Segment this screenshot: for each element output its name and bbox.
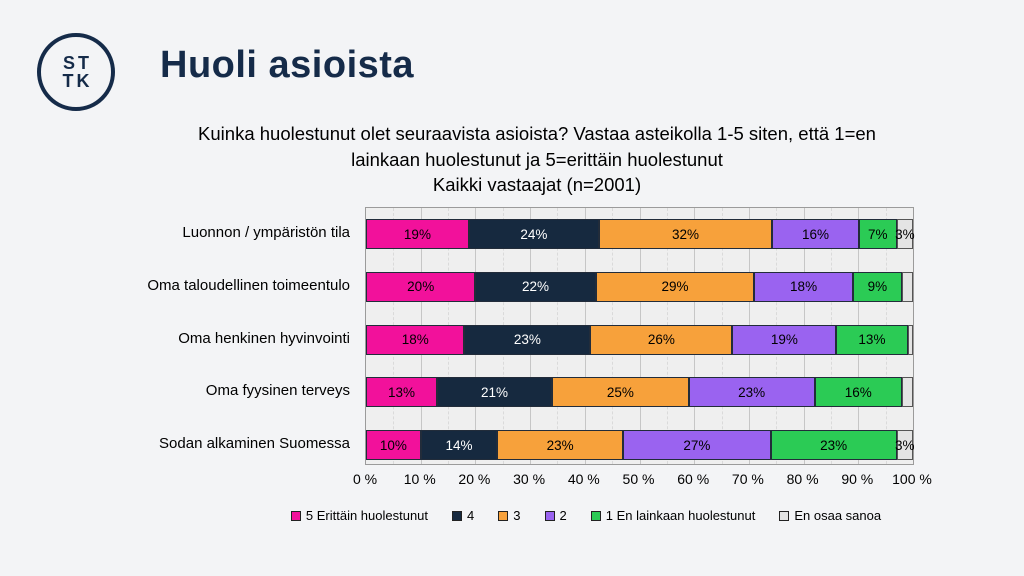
plot-area bbox=[365, 207, 914, 465]
x-axis-tick-label: 70 % bbox=[731, 471, 764, 487]
bar-segment bbox=[836, 325, 907, 355]
logo-text-line2: TK bbox=[62, 71, 93, 91]
legend-swatch bbox=[291, 511, 301, 521]
bar-segment-label: 21% bbox=[481, 384, 509, 400]
bar-segment-label: 24% bbox=[520, 226, 548, 242]
bar-row bbox=[366, 430, 913, 460]
legend-label: En osaa sanoa bbox=[794, 508, 882, 523]
bar-segment bbox=[815, 377, 903, 407]
legend-label: 4 bbox=[467, 508, 475, 523]
bar-segment-label: 23% bbox=[546, 437, 574, 453]
bar-segment-label: 23% bbox=[820, 437, 848, 453]
bar-row bbox=[366, 377, 913, 407]
bar-segment-label: 19% bbox=[403, 226, 431, 242]
bar-segment-label: 20% bbox=[407, 279, 435, 295]
bar-segment bbox=[366, 272, 475, 302]
bar-segment-label: 7% bbox=[867, 226, 888, 242]
chart-subtitle-line: lainkaan huolestunut ja 5=erittäin huolestunut bbox=[351, 148, 723, 170]
legend-swatch bbox=[545, 511, 555, 521]
legend-item bbox=[452, 508, 474, 523]
bar-segment-label: 18% bbox=[401, 332, 429, 348]
page-title: Huoli asioista bbox=[160, 44, 415, 86]
bar-segment-label: 13% bbox=[388, 384, 416, 400]
legend-item bbox=[545, 508, 567, 523]
bar-segment-label: 26% bbox=[647, 332, 675, 348]
bar-segment bbox=[596, 272, 755, 302]
legend-item bbox=[779, 508, 881, 523]
bar-row bbox=[366, 272, 913, 302]
bar-segment bbox=[754, 272, 852, 302]
legend-item bbox=[591, 508, 756, 523]
bar-segment-label: 14% bbox=[445, 437, 473, 453]
bar-segment bbox=[772, 219, 859, 249]
chart-subtitle-line: Kaikki vastaajat (n=2001) bbox=[432, 174, 642, 195]
bar-segment-label: 23% bbox=[513, 332, 541, 348]
x-axis-tick-label: 30 % bbox=[513, 471, 546, 487]
category-label: Luonnon / ympäristön tila bbox=[182, 224, 350, 241]
bar-segment-label: 23% bbox=[738, 384, 766, 400]
bar-segment-label: 3% bbox=[895, 437, 915, 453]
bar-segment-label: 9% bbox=[867, 279, 888, 295]
bar-segment-label: 13% bbox=[858, 332, 886, 348]
legend-label: 3 bbox=[513, 508, 521, 523]
x-axis-tick-label: 40 % bbox=[567, 471, 600, 487]
logo-text-line1: ST bbox=[62, 53, 92, 73]
legend-item bbox=[291, 508, 428, 523]
bar-segment bbox=[902, 272, 913, 302]
bar-segment bbox=[366, 325, 464, 355]
bar-row bbox=[366, 219, 913, 249]
bar-segment bbox=[497, 430, 623, 460]
legend-swatch bbox=[452, 511, 462, 521]
bar-segment bbox=[552, 377, 689, 407]
bar-segment bbox=[853, 272, 902, 302]
bar-segment-label: 3% bbox=[895, 226, 915, 242]
chart-subtitle-line: Kuinka huolestunut olet seuraavista asioista? Vastaa asteikolla 1-5 siten, että 1=en bbox=[198, 123, 876, 144]
bar-row bbox=[366, 325, 913, 355]
x-axis-tick-label: 90 % bbox=[841, 471, 874, 487]
legend-label: 1 En lainkaan huolestunut bbox=[605, 508, 756, 523]
x-axis-tick-label: 80 % bbox=[786, 471, 819, 487]
category-label: Oma taloudellinen toimeentulo bbox=[147, 276, 350, 294]
legend-swatch bbox=[779, 511, 789, 521]
legend-swatch bbox=[498, 511, 508, 521]
bar-segment bbox=[771, 430, 897, 460]
x-axis-tick-label: 60 % bbox=[677, 471, 710, 487]
category-label: Sodan alkaminen Suomessa bbox=[159, 435, 350, 453]
bar-segment-label: 16% bbox=[801, 226, 829, 242]
bar-segment-label: 29% bbox=[661, 279, 689, 295]
bar-segment-label: 25% bbox=[606, 384, 634, 400]
bar-segment bbox=[908, 325, 913, 355]
chart-subtitle bbox=[112, 121, 962, 198]
bar-segment bbox=[421, 430, 498, 460]
bar-segment bbox=[689, 377, 815, 407]
bar-segment bbox=[366, 377, 437, 407]
bar-segment bbox=[366, 430, 421, 460]
bar-segment bbox=[897, 219, 913, 249]
legend-item bbox=[498, 508, 520, 523]
legend-swatch bbox=[591, 511, 601, 521]
legend-label: 2 bbox=[559, 508, 567, 523]
bar-segment bbox=[732, 325, 836, 355]
bar-segment bbox=[469, 219, 599, 249]
sttk-logo bbox=[37, 33, 115, 111]
bar-segment bbox=[590, 325, 732, 355]
legend bbox=[236, 508, 936, 523]
legend-label: 5 Erittäin huolestunut bbox=[305, 508, 429, 523]
bar-segment-label: 10% bbox=[379, 437, 407, 453]
bar-segment bbox=[366, 219, 469, 249]
bar-segment bbox=[599, 219, 772, 249]
category-label: Oma fyysinen terveys bbox=[205, 382, 350, 400]
bar-segment bbox=[859, 219, 897, 249]
bar-segment-label: 18% bbox=[790, 279, 818, 295]
bar-segment bbox=[464, 325, 590, 355]
bar-segment bbox=[897, 430, 913, 460]
bar-segment bbox=[623, 430, 771, 460]
category-labels bbox=[0, 207, 358, 463]
category-label: Oma henkinen hyvinvointi bbox=[178, 329, 350, 347]
bar-segment-label: 27% bbox=[683, 437, 711, 453]
bar-segment-label: 22% bbox=[522, 279, 550, 295]
x-axis-tick-label: 10 % bbox=[403, 471, 436, 487]
x-axis-tick-label: 0 % bbox=[352, 471, 378, 487]
bar-segment-label: 19% bbox=[770, 332, 798, 348]
bar-segment-label: 32% bbox=[671, 226, 700, 242]
x-axis-tick-label: 100 % bbox=[892, 471, 932, 487]
x-axis-tick-label: 20 % bbox=[458, 471, 491, 487]
bar-segment bbox=[902, 377, 913, 407]
bar-segment-label: 16% bbox=[844, 384, 872, 400]
bar-segment bbox=[475, 272, 595, 302]
bar-segment bbox=[437, 377, 552, 407]
x-axis-tick-label: 50 % bbox=[622, 471, 655, 487]
